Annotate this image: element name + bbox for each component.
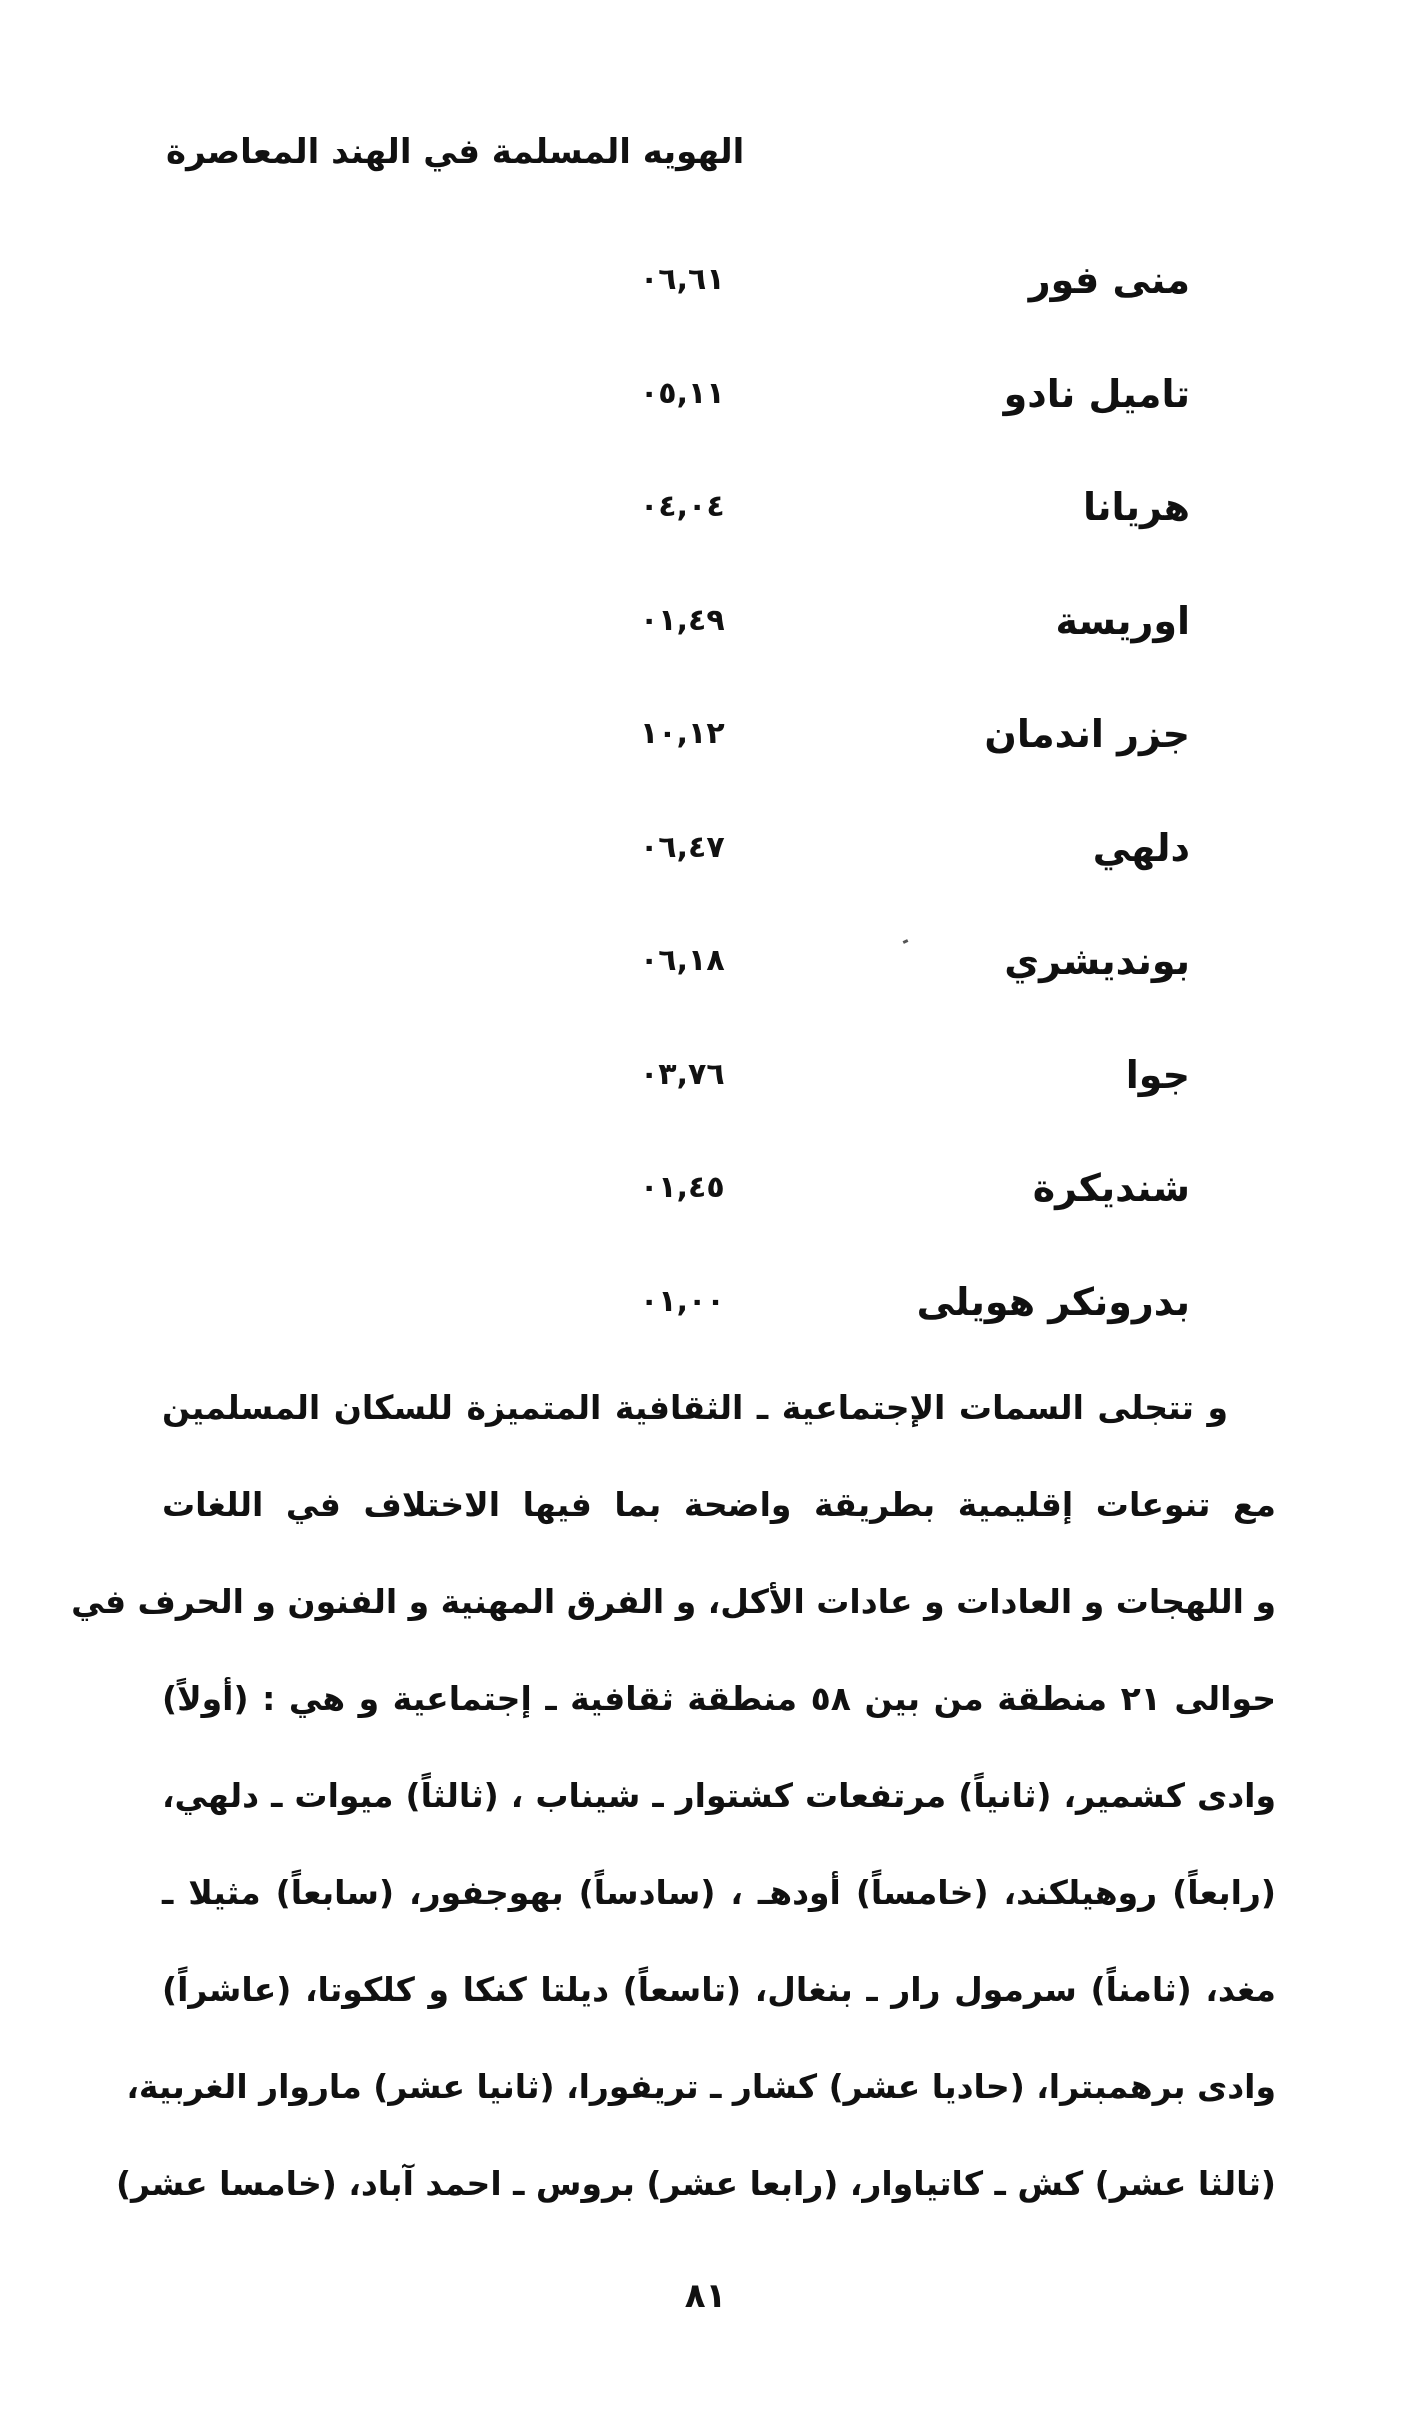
paragraph-line: وادى برهمبترا، (حاديا عشر) كشار ـ تريفورا، (ثانيا عشر) ماروار الغربية،: [126, 2067, 1276, 2106]
region-name: شنديكرة: [1032, 1166, 1190, 1210]
list-item: [600, 939, 1200, 1053]
region-name: تاميل نادو: [1003, 371, 1190, 416]
list-item: [600, 485, 1200, 599]
region-value: ٠٥,١١: [640, 375, 725, 411]
paragraph-line: (ثالثا عشر) كش ـ كاتياوار، (رابعا عشر) بروس ـ احمد آباد، (خامسا عشر): [115, 2164, 1276, 2203]
body-paragraph: [71, 1378, 1276, 2251]
region-name: جوا: [1125, 1052, 1190, 1097]
page-number: ٨١: [684, 2276, 727, 2316]
list-item: [600, 1166, 1200, 1280]
list-item: [600, 826, 1200, 940]
paragraph-line: (رابعاً) روهيلكند، (خامساً) أودهـ ، (سادساً) بهوجفور، (سابعاً) مثيلا ـ: [162, 1873, 1276, 1912]
paragraph-line: مغد، (ثامناً) سرمول رار ـ بنغال، (تاسعاً) ديلتا كنكا و كلكوتا، (عاشراً): [162, 1970, 1276, 2009]
region-value: ٠٣,٧٦: [640, 1056, 725, 1092]
region-value: ٠٤,٠٤: [640, 489, 725, 524]
list-item: [600, 599, 1200, 713]
paragraph-line: وادى كشمير، (ثانياً) مرتفعات كشتوار ـ شيناب ، (ثالثاً) ميوات ـ دلهي،: [162, 1776, 1276, 1815]
paragraph-line: و تتجلى السمات الإجتماعية ـ الثقافية المتميزة للسكان المسلمين: [162, 1388, 1228, 1427]
paragraph-line: و اللهجات و العادات و عادات الأكل، و الفرق المهنية و الفنون و الحرف في: [71, 1582, 1276, 1621]
region-name: جزر اندمان: [984, 712, 1190, 756]
region-value: ٠٦,٦١: [640, 262, 725, 297]
list-item: [600, 258, 1200, 372]
region-name: بونديشري: [1004, 939, 1190, 983]
paragraph-line: حوالى ٢١ منطقة من بين ٥٨ منطقة ثقافية ـ إجتماعية و هي : (أولاً): [162, 1679, 1276, 1718]
region-value: ٠١,٤٩: [640, 602, 725, 638]
region-value: ٠١,٠٠: [640, 1283, 725, 1319]
paragraph-line: مع تنوعات إقليمية بطريقة واضحة بما فيها الاختلاف في اللغات: [162, 1485, 1276, 1524]
list-item: [600, 372, 1200, 486]
region-name: هريانا: [1082, 485, 1190, 529]
region-value: ٠٦,٤٧: [640, 829, 725, 865]
list-item: [600, 712, 1200, 826]
region-value: ١٠,١٢: [640, 716, 725, 751]
region-name: اوريسة: [1055, 598, 1190, 643]
region-name: منى فور: [1028, 258, 1190, 302]
region-value: ٠١,٤٥: [640, 1170, 725, 1205]
running-header: الهويه المسلمة في الهند المعاصرة: [166, 132, 745, 172]
region-percentage-list: [600, 258, 1200, 1393]
region-name: دلهي: [1092, 825, 1190, 870]
region-name: بدرونكر هويلى: [916, 1279, 1190, 1324]
region-value: ٠٦,١٨: [640, 943, 725, 978]
list-item: [600, 1280, 1200, 1394]
list-item: [600, 1053, 1200, 1167]
